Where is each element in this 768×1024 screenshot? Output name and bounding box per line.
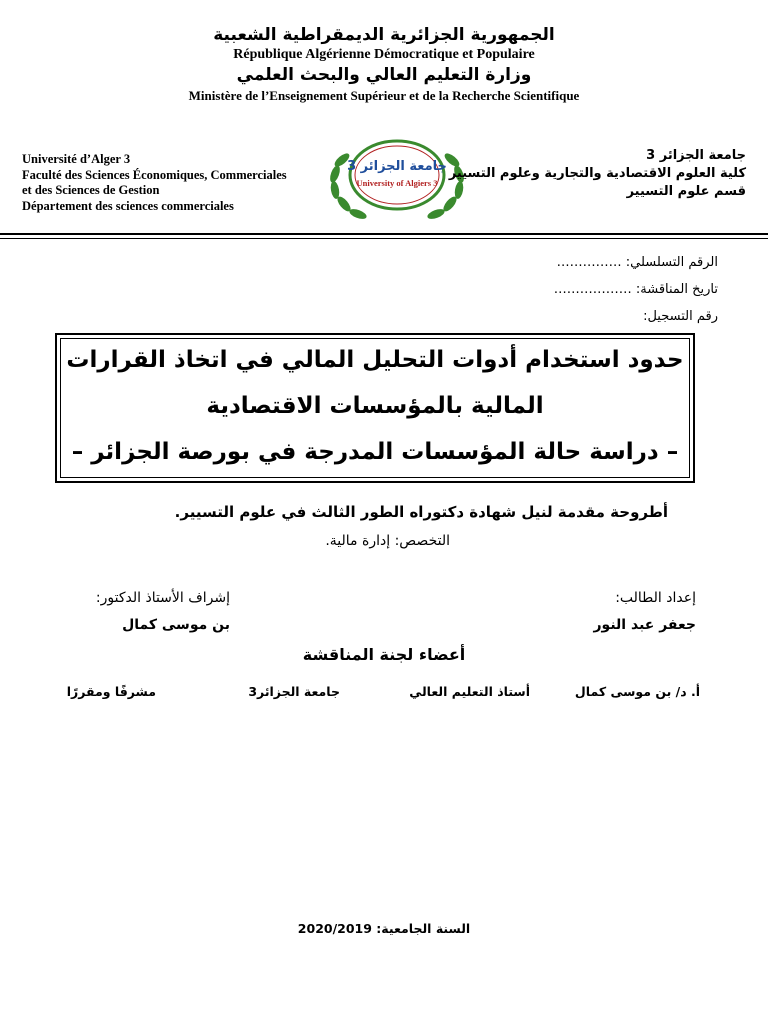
committee-member-role: مشرفًا ومقررًا (66, 684, 156, 699)
header-divider-thin (0, 238, 768, 239)
title-box (55, 333, 695, 483)
header-divider (0, 233, 768, 235)
student-name: جعفر عبد النور (593, 617, 696, 633)
thesis-description: أطروحة مقدمة لنيل شهادة دكتوراه الطور الثالث في علوم التسيير. (174, 503, 668, 521)
institution-ar-block (446, 147, 746, 201)
registration-number: رقم التسجيل: (643, 309, 718, 324)
institution-fr-block (22, 152, 322, 214)
committee-member-name: أ. د/ بن موسى كمال (574, 684, 700, 699)
title-line-2: المالية بالمؤسسات الاقتصادية (206, 393, 544, 419)
faculty-fr-line1: Faculté des Sciences Économiques, Commerciales (22, 167, 287, 182)
ministry-fr: Ministère de l’Enseignement Supérieur et de la Recherche Scientifique (188, 88, 580, 103)
department-ar: قسم علوم التسيير (626, 184, 746, 199)
department-fr: Département des sciences commerciales (22, 198, 234, 213)
committee-member-rank: أستاذ التعليم العالي (409, 684, 530, 699)
logo-text-en: University of Algiers 3 (356, 178, 438, 188)
republic-ar: الجمهورية الجزائرية الديمقراطية الشعبية (213, 25, 555, 45)
supervisor-name: بن موسى كمال (122, 617, 230, 633)
republic-fr: République Algérienne Démocratique et Populaire (233, 47, 535, 62)
academic-year: السنة الجامعية: 2020/2019 (297, 921, 471, 936)
ministry-ar: وزارة التعليم العالي والبحث العلمي (236, 65, 532, 85)
thesis-specialty: التخصص: إدارة مالية. (325, 533, 450, 549)
serial-number: الرقم التسلسلي: …………… (556, 255, 718, 270)
faculty-fr-line2: et des Sciences de Gestion (22, 183, 160, 197)
student-label: إعداد الطالب: (615, 590, 696, 606)
university-fr: Université d’Alger 3 (22, 152, 131, 166)
committee-member-institution: جامعة الجزائر3 (248, 684, 340, 699)
committee-title: أعضاء لجنة المناقشة (302, 645, 466, 664)
defense-date: تاريخ المناقشة: ……………… (553, 282, 718, 297)
title-line-3: – دراسة حالة المؤسسات المدرجة في بورصة الجزائر – (71, 439, 679, 465)
faculty-ar: كلية العلوم الاقتصادية والتجارية وعلوم التسيير (448, 166, 746, 181)
university-ar: جامعة الجزائر 3 (646, 148, 746, 163)
title-line-1: حدود استخدام أدوات التحليل المالي في اتخاذ القرارات (66, 347, 684, 373)
supervisor-label: إشراف الأستاذ الدكتور: (95, 590, 230, 606)
logo-text-ar: جامعة الجزائر 3 (347, 159, 447, 174)
